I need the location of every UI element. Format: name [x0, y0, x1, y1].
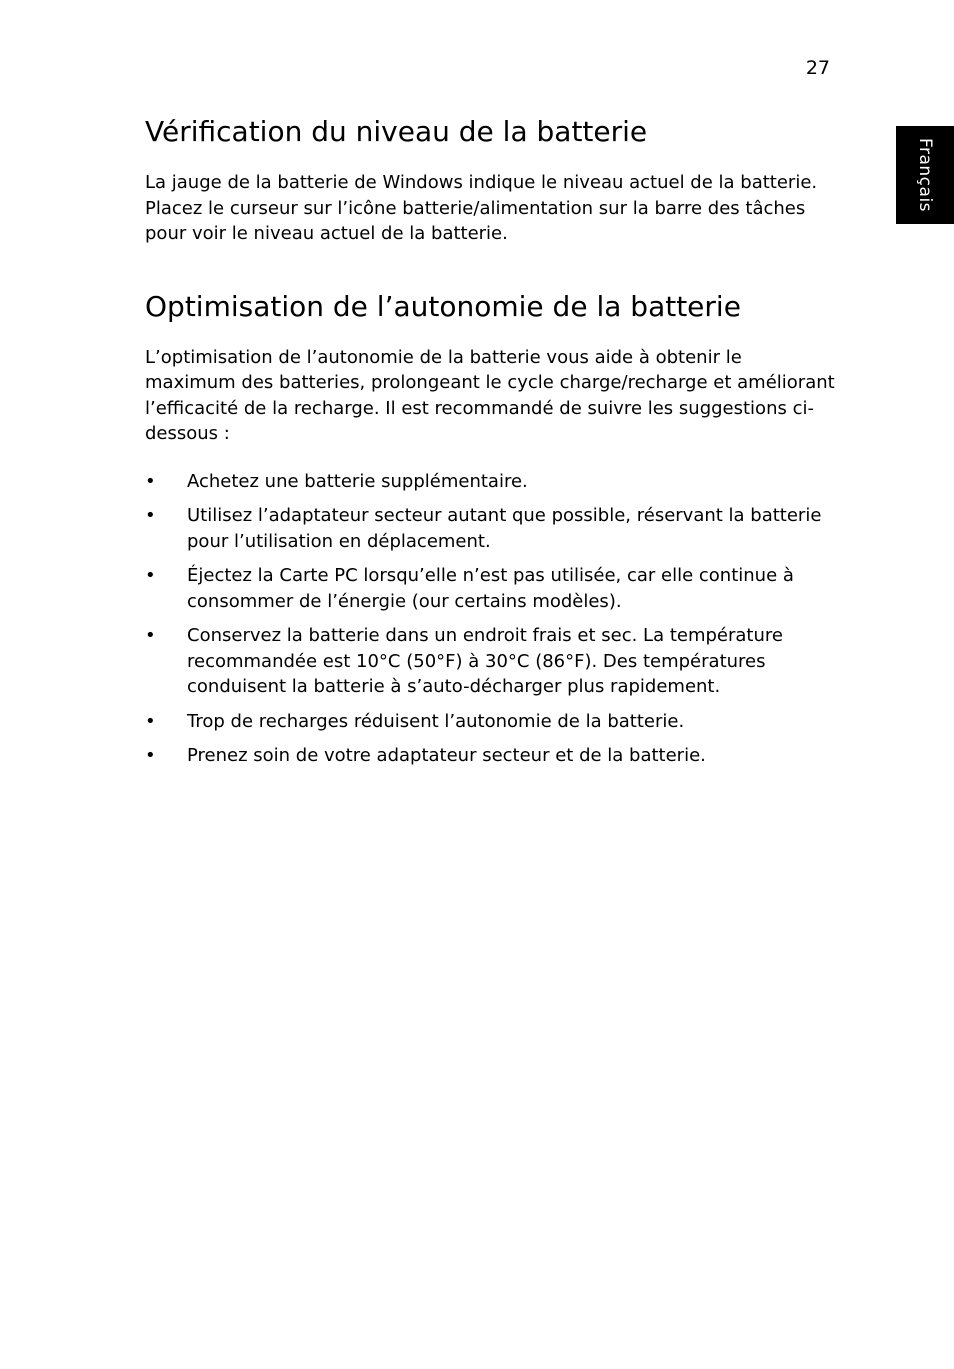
section-title-battery-life: Optimisation de l’autonomie de la batterie: [145, 289, 741, 323]
bullet-marker: •: [145, 625, 156, 646]
list-item-text: Achetez une batterie supplémentaire.: [187, 470, 528, 492]
section-body-battery-life: L’optimisation de l’autonomie de la batterie vous aide à obtenir le maximum des batteries, prolongeant le cycle charge/recharge et améliorant l’efficacité de la recharge. Il est recommandé de suivre les suggestions ci-dessous :: [145, 346, 835, 444]
language-side-tab: [896, 126, 954, 224]
bullet-marker: •: [145, 505, 156, 526]
list-item-text: Utilisez l’adaptateur secteur autant que possible, réservant la batterie pour l’utilisation en déplacement.: [187, 505, 822, 552]
bullet-marker: •: [145, 745, 156, 766]
list-item: [145, 743, 835, 769]
bullet-marker: •: [145, 565, 156, 586]
section-body-battery-level: La jauge de la batterie de Windows indique le niveau actuel de la batterie. Placez le curseur sur l’icône batterie/alimentation sur la barre des tâches pour voir le niveau actuel de la batterie.: [145, 172, 818, 244]
list-item: [145, 623, 835, 700]
battery-tips-list: [145, 469, 835, 769]
list-item-text: Conservez la batterie dans un endroit frais et sec. La température recommandée est 10°C (50°F) à 30°C (86°F). Des températures conduisent la batterie à s’auto-décharger plus rapidement.: [187, 625, 783, 697]
list-item: [145, 709, 835, 735]
list-item-text: Trop de recharges réduisent l’autonomie de la batterie.: [187, 710, 685, 732]
language-tab-label: Français: [915, 137, 935, 213]
list-item: [145, 563, 835, 614]
section-title-battery-level: Vérification du niveau de la batterie: [145, 115, 648, 148]
list-item-text: Prenez soin de votre adaptateur secteur et de la batterie.: [187, 745, 706, 766]
list-item: [145, 469, 835, 495]
bullet-marker: •: [145, 710, 156, 732]
bullet-marker: •: [145, 470, 156, 492]
page-number: 27: [805, 57, 830, 79]
list-item: [145, 503, 835, 554]
page-content: [145, 112, 835, 778]
list-item-text: Éjectez la Carte PC lorsqu’elle n’est pas utilisée, car elle continue à consommer de l’énergie (our certains modèles).: [187, 565, 794, 612]
